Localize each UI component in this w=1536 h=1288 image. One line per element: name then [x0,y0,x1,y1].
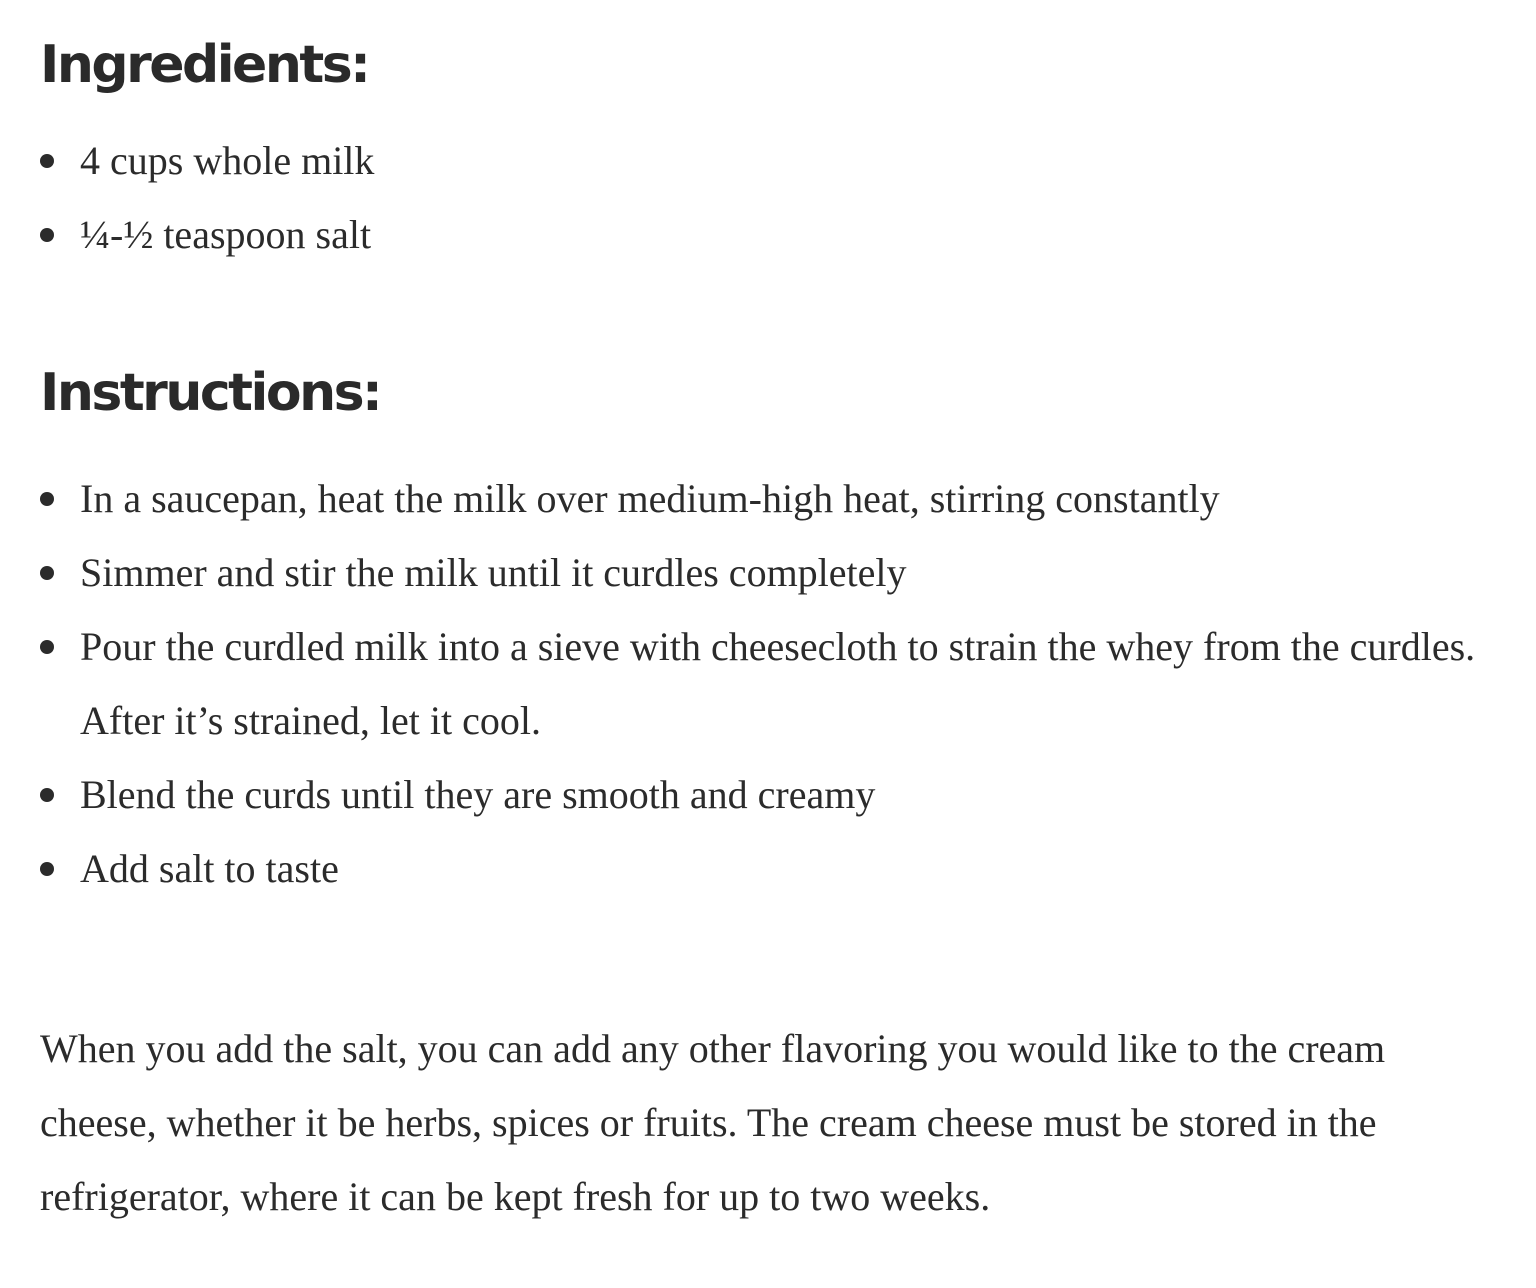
list-item [40,462,1496,536]
list-item [40,536,1496,610]
ingredient-text: ¼-½ teaspoon salt [80,212,372,257]
list-item [40,124,1496,198]
bullet-icon [40,566,54,580]
instruction-text: Add salt to taste [80,846,339,891]
instruction-text: Pour the curdled milk into a sieve with cheesecloth to strain the whey from the curdles. After it’s strained, let it cool. [80,624,1476,743]
bullet-icon [40,862,54,876]
list-item [40,758,1496,832]
bullet-icon [40,788,54,802]
instruction-text: In a saucepan, heat the milk over medium-high heat, stirring constantly [80,476,1220,521]
ingredient-text: 4 cups whole milk [80,138,375,183]
bullet-icon [40,492,54,506]
list-item [40,832,1496,906]
bullet-icon [40,228,54,242]
bullet-icon [40,640,54,654]
list-item [40,610,1496,758]
instruction-text: Simmer and stir the milk until it curdles completely [80,550,907,595]
closing-paragraph: When you add the salt, you can add any other flavoring you would like to the cream cheese, whether it be herbs, spices or fruits. The cream cheese must be stored in the refrigerator, where it can be kept fresh for up to two weeks. [40,1026,1386,1219]
ingredients-list [40,124,1496,272]
ingredients-heading: Ingredients: [40,35,369,95]
list-item [40,198,1496,272]
instructions-list [40,462,1496,906]
instructions-heading: Instructions: [40,363,381,423]
instruction-text: Blend the curds until they are smooth and creamy [80,772,876,817]
bullet-icon [40,154,54,168]
